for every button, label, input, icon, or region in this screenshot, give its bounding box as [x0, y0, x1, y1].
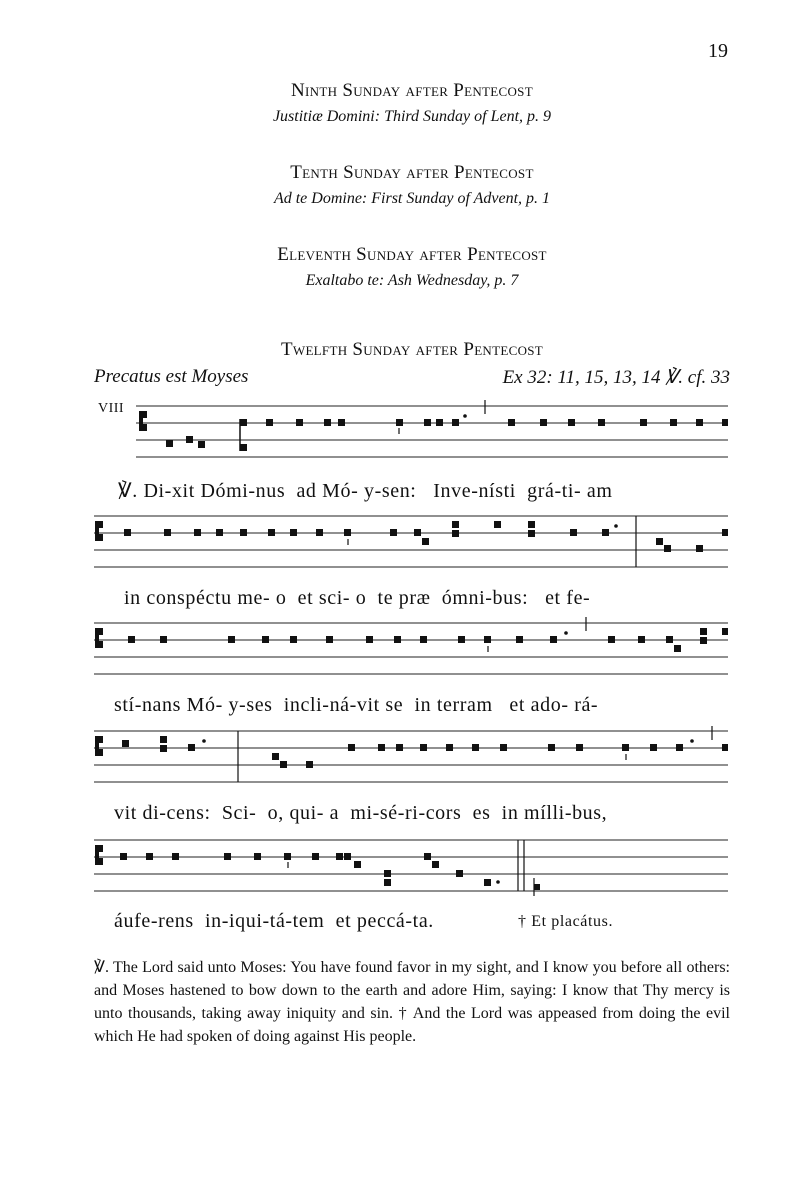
- mode-label: VIII: [98, 401, 125, 416]
- feast-title: Twelfth Sunday after Pentecost: [280, 339, 544, 360]
- translation-paragraph: ℣. The Lord said unto Moses: You have found favor in my sight, and I know you before all others: and Moses hastened to bow down to the earth and adore Him, saying: I know that Thy mercy is unto thousands, taking away iniquity and sin. † And the Lord was appeased from doing the evil which He had spoken of doing against His people.: [94, 959, 730, 1045]
- lyric-rubric: † Et placátus.: [518, 913, 614, 930]
- lyric-line: áufe-rens in-iqui-tá-tem et peccá-ta.: [114, 910, 434, 932]
- feast-title: Ninth Sunday after Pentecost: [291, 80, 533, 101]
- feast-title: Tenth Sunday after Pentecost: [290, 162, 534, 183]
- page-number: 19: [708, 40, 728, 62]
- feast-title: Eleventh Sunday after Pentecost: [277, 244, 547, 265]
- lyric-line: ℣. Di-xit Dómi-nus ad Mó- y-sen: Inve-nísti grá-ti- am: [118, 480, 613, 502]
- lyric-line: in conspéctu me- o et sci- o te præ ómni-bus: et fe-: [124, 587, 591, 609]
- feast-reference: Justitiæ Domini: Third Sunday of Lent, p. 9: [272, 108, 552, 125]
- lyric-line: vit di-cens: Sci- o, qui- a mi-sé-ri-cors es in mílli-bus,: [114, 802, 608, 824]
- feast-reference: Exaltabo te: Ash Wednesday, p. 7: [305, 272, 519, 289]
- chant-incipit: Precatus est Moyses: [94, 366, 249, 387]
- lyric-line: stí-nans Mó- y-ses incli-ná-vit se in terram et ado- rá-: [114, 694, 599, 716]
- chant-source: Ex 32: 11, 15, 13, 14 ℣. cf. 33: [502, 367, 730, 388]
- feast-reference: Ad te Domine: First Sunday of Advent, p. 1: [273, 190, 551, 207]
